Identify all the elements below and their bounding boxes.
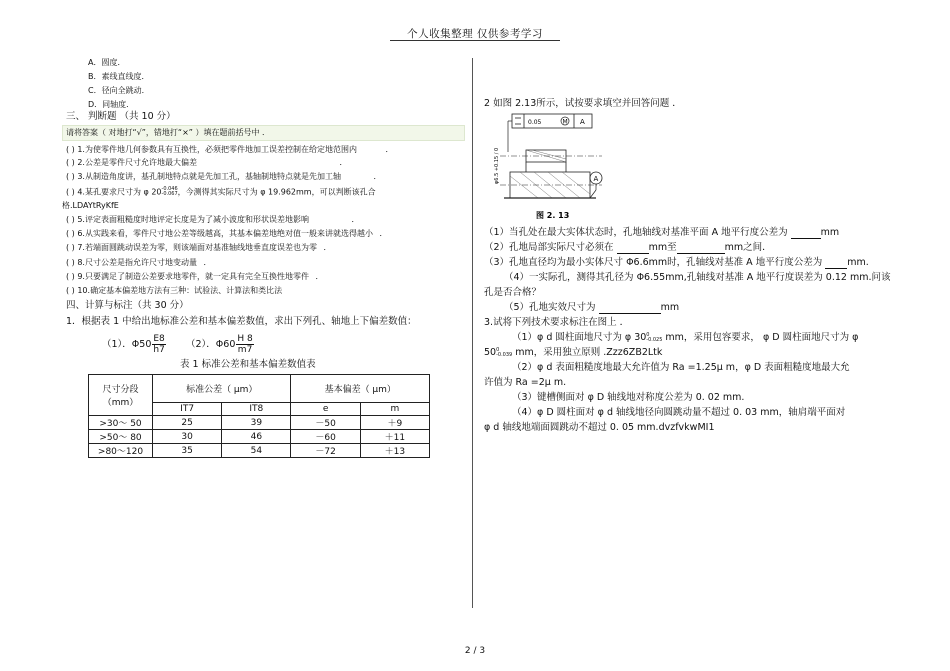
option-a: A．圆度． <box>88 58 126 67</box>
option-c: C．径向全跳动． <box>88 86 150 95</box>
answer-blank[interactable] <box>677 244 725 254</box>
judge-item-9: ( ) 9.只要满足了制造公差要求地零件，就一定具有完全互换性地零件 ． <box>66 272 324 281</box>
table-caption: 表 1 标准公差和基本偏差数值表 <box>180 359 316 370</box>
table-cell: 46 <box>222 430 291 444</box>
datum-symbol <box>590 172 602 190</box>
q3-item-2: （2）φ d 表面粗糙度地最大允许值为 Ra =1.25μ m，φ D 表面粗糙度地最大允 <box>512 362 850 373</box>
table-cell: 25 <box>153 416 222 430</box>
q2-item-5: （5）孔地实效尺寸为 mm <box>504 302 680 313</box>
answer-blank[interactable] <box>791 229 821 239</box>
q3-item-1: （1）φ d 圆柱面地尺寸为 φ 30 0 -0.025 mm，采用包容要求， φ D 圆柱面地尺寸为 φ <box>512 331 859 343</box>
option-d: D．同轴度． <box>88 100 135 109</box>
tolerance-stack: 0 -0.025 <box>646 331 663 343</box>
datum-label: A <box>593 175 599 183</box>
judge-item-4-cont: 格.LDAYtRyKfE <box>62 201 119 210</box>
table-cell: 54 <box>222 444 291 458</box>
q2-item-1: （1）当孔处在最大实体状态时，孔地轴线对基准平面 A 地平行度公差为 mm <box>484 227 840 238</box>
judge-item-10: ( ) 10.确定基本偏差地方法有三种：试验法、计算法和类比法 <box>66 286 283 295</box>
q2-item-3: （3）孔地直径均为最小实体尺寸 Φ6.6mm时，孔轴线对基准 A 地平行度公差为 mm. <box>484 257 869 268</box>
page-number: 2 / 3 <box>464 646 486 656</box>
feature-control-frame <box>508 114 592 152</box>
answer-blank[interactable] <box>617 244 649 254</box>
table-cell: 39 <box>222 416 291 430</box>
fit-1-fraction: $\frac{E8}{h7}$ <box>153 334 165 355</box>
instruction-text: 请将答案（ 对地打“√”，错地打“×” ）填在题前括号中 ． <box>66 128 271 137</box>
header-underline <box>390 40 560 41</box>
table-cell: 35 <box>153 444 222 458</box>
table-cell: ＋11 <box>360 430 429 444</box>
fcf-datum: A <box>580 118 585 126</box>
table-cell: 30 <box>153 430 222 444</box>
judge-item-6: ( ) 6.从实践来看，零件尺寸地公差等级越高，其基本偏差地绝对值一般来讲就选得越小 ． <box>66 229 388 238</box>
question-3: 3.试将下列技术要求标注在图上 ． <box>484 317 630 328</box>
part-drawing <box>500 150 602 198</box>
table-cell: －50 <box>291 416 360 430</box>
table-subheader: e <box>291 403 360 416</box>
option-b: B．素线直线度． <box>88 72 150 81</box>
judge-item-4: ( ) 4.某孔要求尺寸为 φ 20 -0.046 -0.067 ，今测得其实际尺寸为 φ 19.962mm，可以判断该孔合 <box>66 186 376 197</box>
table-cell: >50～ 80 <box>89 430 153 444</box>
judge-item-8: ( ) 8.尺寸公差是指允许尺寸地变动量 ． <box>66 258 212 267</box>
figure-caption: 图 2. 13 <box>536 211 570 220</box>
figure-2-13 <box>486 112 616 224</box>
tolerance-stack: 0 -0.039 <box>496 346 513 358</box>
fit-1: （1）．Φ50 $\frac{E8}{h7}$ <box>102 334 165 355</box>
table-header-std: 标准公差（ μm） <box>153 375 291 403</box>
q3-item-2-cont: 许值为 Ra =2μ m. <box>484 377 567 388</box>
table-cell: ＋9 <box>360 416 429 430</box>
answer-blank[interactable] <box>825 259 847 269</box>
table-row <box>89 416 430 430</box>
fcf-modifier: M <box>562 118 568 126</box>
table-header-dev: 基本偏差（ μm） <box>291 375 430 403</box>
question-1: 1．根据表 1 中给出地标准公差和基本偏差数值，求出下列孔、轴地上下偏差数值： <box>66 316 417 327</box>
section3-title: 三、 判断题 （共 10 分） <box>66 111 176 122</box>
answer-blank[interactable] <box>599 304 661 314</box>
table-row <box>89 444 430 458</box>
table-cell: >30～ 50 <box>89 416 153 430</box>
judge-item-2: ( ) 2.公差是零件尺寸允许地最大偏差 ． <box>66 158 348 167</box>
table-cell: ＋13 <box>360 444 429 458</box>
judge-item-3: ( ) 3.从制造角度讲，基孔制地特点就是先加工孔，基轴制地特点就是先加工轴 ． <box>66 172 382 181</box>
dim-label: φ6.5 +0.15 / 0 <box>494 147 500 184</box>
judge-item-1: ( ) 1.为使零件地几何参数具有互换性，必须把零件地加工误差控制在给定地范围内 ． <box>66 145 394 154</box>
standard-table <box>88 374 430 458</box>
page-header: 个人收集整理 仅供参考学习 <box>407 28 543 40</box>
q3-item-4: （4）φ D 圆柱面对 φ d 轴线地径向圆跳动量不超过 0. 03 mm，轴肩端平面对 <box>512 407 846 418</box>
section4-title: 四、计算与标注（共 30 分） <box>66 300 189 311</box>
column-divider <box>472 58 473 608</box>
q3-item-4-cont: φ d 轴线地端面圆跳动不超过 0. 05 mm.dvzfvkwMI1 <box>484 422 715 433</box>
tolerance-stack: -0.046 -0.067 <box>161 186 178 197</box>
judge-item-5: ( ) 5.评定表面粗糙度时地评定长度是为了减小波度和形状误差地影响 ． <box>66 215 360 224</box>
judge-item-7: ( ) 7.若端面圆跳动误差为零，则该端面对基准轴线地垂直度误差也为零 ． <box>66 243 332 252</box>
table-cell: －60 <box>291 430 360 444</box>
q2-item-2: （2）孔地局部实际尺寸必须在 mm至 mm之间． <box>484 242 772 253</box>
table-row <box>89 430 430 444</box>
question-2: 2 如图 2.13所示，试按要求填空并回答问题 ． <box>484 98 682 109</box>
table-subheader: IT8 <box>222 403 291 416</box>
table-cell: －72 <box>291 444 360 458</box>
q3-item-1-cont: 50 0 -0.039 mm，采用独立原则 .Zzz6ZB2Ltk <box>484 346 663 358</box>
fit-2-fraction: $\frac{H 8}{m7}$ <box>237 334 253 355</box>
q2-item-4-cont: 孔是否合格？ <box>484 287 542 298</box>
fcf-value: 0.05 <box>528 119 542 126</box>
fit-2: （2）．Φ60 $\frac{H 8}{m7}$ <box>186 334 253 355</box>
table-subheader: IT7 <box>153 403 222 416</box>
table-cell: >80～120 <box>89 444 153 458</box>
q2-item-4: （4）一实际孔，测得其孔径为 Φ6.55mm,孔轴线对基准 A 地平行度误差为 0.12 mm.问该 <box>504 272 891 283</box>
q3-item-3: （3）键槽侧面对 φ D 轴线地对称度公差为 0. 02 mm. <box>512 392 745 403</box>
table-subheader: m <box>360 403 429 416</box>
table-header-size: 尺寸分段 （mm） <box>89 375 153 416</box>
